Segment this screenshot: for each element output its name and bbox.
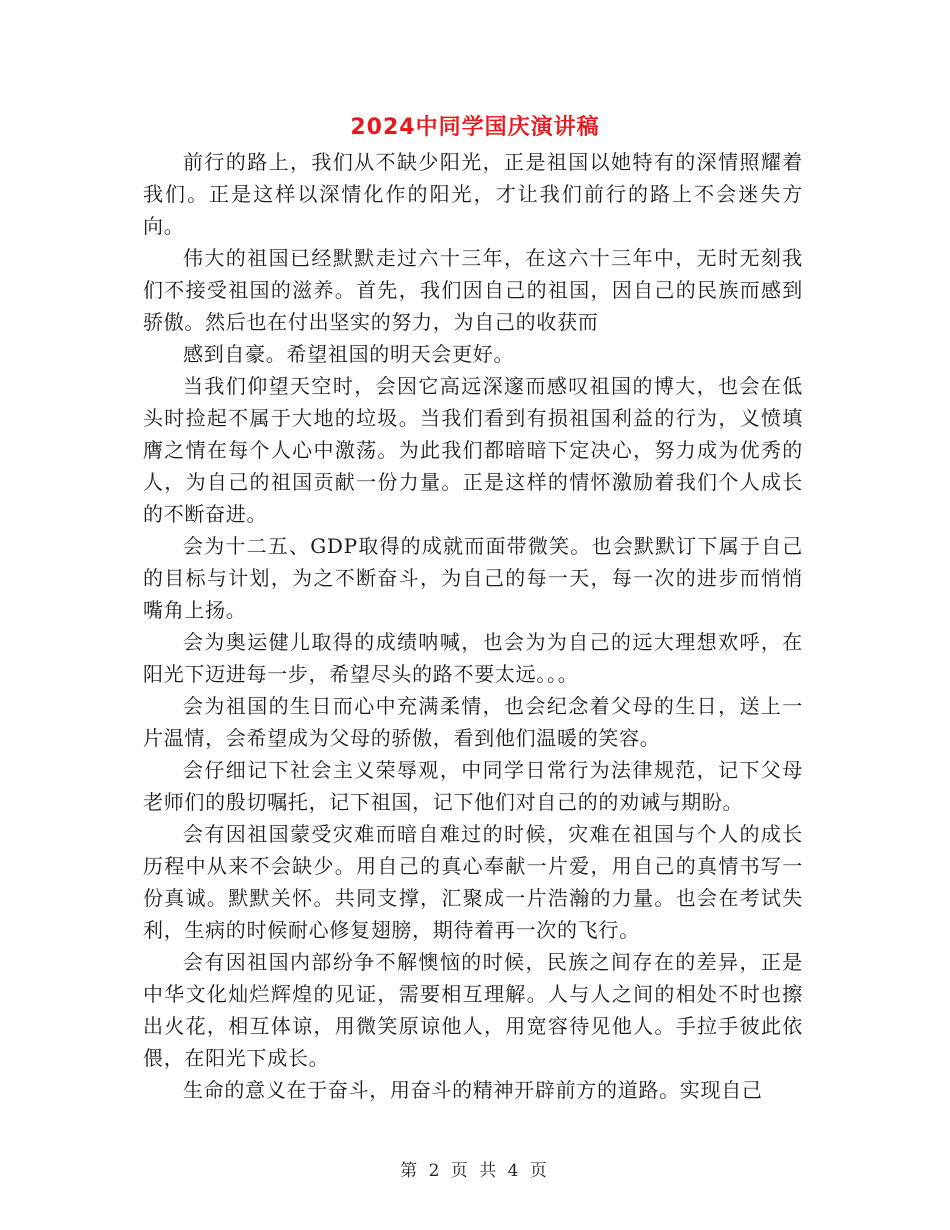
document-body [143, 146, 803, 1106]
paragraph-6: 会为奥运健儿取得的成绩呐喊，也会为为自己的远大理想欢呼，在阳光下迈进每一步，希望尽头的路不要太远。。。 [143, 630, 803, 686]
paragraph-11: 生命的意义在于奋斗，用奋斗的精神开辟前方的道路。实现自己 [183, 1078, 763, 1102]
paragraph-3: 感到自豪。希望祖国的明天会更好。 [183, 342, 515, 366]
paragraph-10: 会有因祖国内部纷争不解懊恼的时候，民族之间存在的差异，正是中华文化灿烂辉煌的见证，需要相互理解。人与人之间的相处不时也擦出火花，相互体谅，用微笑原谅他人，用宽容待见他人。手拉手彼此依偎，在阳光下成长。 [143, 950, 803, 1070]
paragraph-8: 会仔细记下社会主义荣辱观，中同学日常行为法律规范，记下父母老师们的殷切嘱托，记下祖国，记下他们对自己的的劝诫与期盼。 [143, 758, 803, 814]
paragraph-4: 当我们仰望天空时，会因它高远深邃而感叹祖国的博大，也会在低头时捡起不属于大地的垃圾。当我们看到有损祖国利益的行为，义愤填膺之情在每个人心中激荡。为此我们都暗暗下定决心，努力成为优秀的人，为自己的祖国贡献一份力量。正是这样的情怀激励着我们个人成长的不断奋进。 [143, 374, 803, 526]
paragraph-1: 前行的路上，我们从不缺少阳光，正是祖国以她特有的深情照耀着我们。正是这样以深情化作的阳光，才让我们前行的路上不会迷失方向。 [143, 150, 803, 238]
document-title: 2024中同学国庆演讲稿 [350, 115, 600, 140]
paragraph-5: 会为十二五、GDP取得的成就而面带微笑。也会默默订下属于自己的目标与计划，为之不断奋斗，为自己的每一天，每一次的进步而悄悄嘴角上扬。 [143, 534, 803, 622]
page-footer: 第 2 页 共 4 页 [400, 1161, 550, 1181]
paragraph-2: 伟大的祖国已经默默走过六十三年，在这六十三年中，无时无刻我们不接受祖国的滋养。首先，我们因自己的祖国，因自己的民族而感到骄傲。然后也在付出坚实的努力，为自己的收获而 [143, 246, 803, 334]
paragraph-9: 会有因祖国蒙受灾难而暗自难过的时候，灾难在祖国与个人的成长历程中从来不会缺少。用自己的真心奉献一片爱，用自己的真情书写一份真诚。默默关怀。共同支撑，汇聚成一片浩瀚的力量。也会在考试失利，生病的时候耐心修复翅膀，期待着再一次的飞行。 [143, 822, 803, 942]
paragraph-7: 会为祖国的生日而心中充满柔情，也会纪念着父母的生日，送上一片温情，会希望成为父母的骄傲，看到他们温暖的笑容。 [143, 694, 803, 750]
